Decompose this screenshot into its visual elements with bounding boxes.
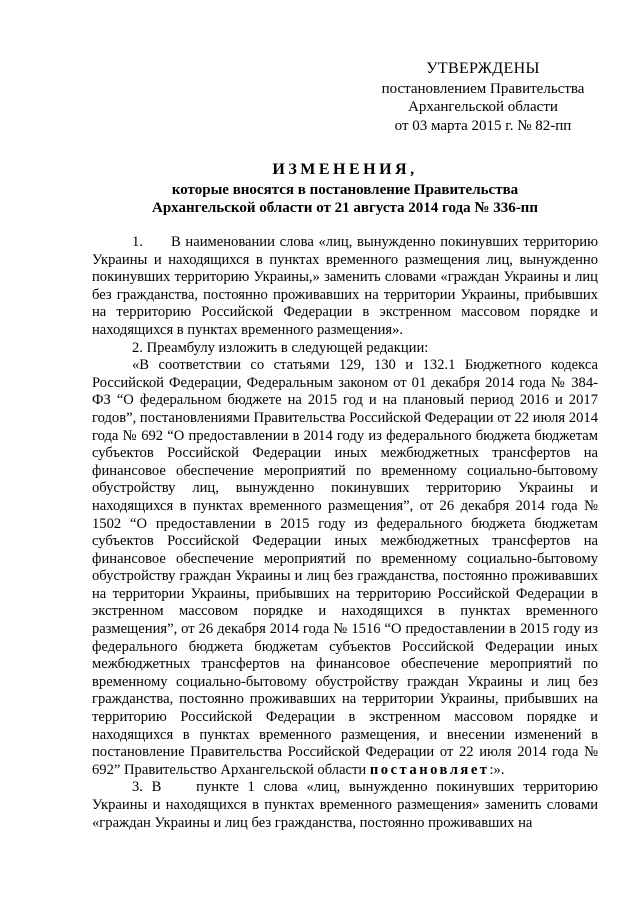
approval-heading: УТВЕРЖДЕНЫ — [426, 60, 540, 77]
paragraph-3-emphasis: постановляет — [369, 761, 490, 778]
approval-stamp — [368, 60, 598, 135]
paragraph-4: 3. В пункте 1 слова «лиц, вынужденно покинувших территорию Украины и находящихся в пунктах временного размещения» заменить словами «граждан Украины и лиц без гражданства, постоянно проживавших на — [92, 779, 598, 831]
paragraph-1: 1. В наименовании слова «лиц, вынужденно покинувших территорию Украины и находящихся в пунктах временного размещения лиц, вынужденно покинувших территорию Украины,» заменить словами «граждан Украины и лиц без гражданства, постоянно проживавших на территории Украины, прибывших на территорию Российской Федерации в экстренном массовом порядке и находящихся в пунктах временного размещения». — [92, 234, 598, 338]
document-title — [60, 160, 630, 217]
approval-line-2: Архангельской области — [408, 99, 558, 115]
paragraph-2: 2. Преамбулу изложить в следующей редакции: — [132, 339, 429, 356]
paragraph-3 — [92, 357, 598, 779]
approval-line-1: постановлением Правительства — [381, 80, 585, 97]
title-subtitle-1: которые вносятся в постановление Правительства — [171, 182, 519, 198]
title-main: ИЗМЕНЕНИЯ, — [272, 161, 418, 178]
paragraph-3-text: «В соответствии со статьями 129, 130 и 132.1 Бюджетного кодекса Российской Федерации, Федеральным законом от 01 декабря 2014 года № 384-ФЗ “О федеральном бюджете на 2015 год и на плановый период 2016 и 2017 годов”, постановлениями Правительства Российской Федерации от 22 июля 2014 года № 692 “О предоставлении в 2014 году из федерального бюджета бюджетам субъектов Российской Федерации иных межбюджетных трансфертов на финансовое обеспечение мероприятий по временному социально-бытовому обустройству лиц, вынужденно покинувших территорию Украины и находящихся в пунктах временного размещения”, от 26 декабря 2014 года № 1502 “О предоставлении в 2015 году из федерального бюджета бюджетам субъектов Российской Федерации иных межбюджетных трансфертов на финансовое обеспечение мероприятий по временному социально-бытовому обустройству граждан Украины и лиц без гражданства, постоянно проживавших на территории Украины, прибывших на территорию Российской Федерации в экстренном массовом порядке и находящихся в пунктах временного размещения”, от 26 декабря 2014 года № 1516 “О предоставлении в 2015 году из федерального бюджета бюджетам субъектов Российской Федерации иных межбюджетных трансфертов на финансовое обеспечение мероприятий по временному социально-бытовому обустройству граждан Украины и лиц без гражданства, постоянно проживавших на территории Украины, прибывших на территорию Российской Федерации в экстренном массовом порядке и находящихся в пунктах временного размещения, и внесении изменений в постановление Правительства Российской Федерации от 22 июля 2014 года № 692” Правительство Архангельской области — [92, 357, 598, 778]
paragraph-3-end: :». — [489, 761, 505, 778]
approval-line-3: от 03 марта 2015 г. № 82-пп — [394, 117, 572, 134]
title-subtitle-2: Архангельской области от 21 августа 2014 года № 336-пп — [152, 200, 538, 216]
document-body — [92, 234, 598, 832]
